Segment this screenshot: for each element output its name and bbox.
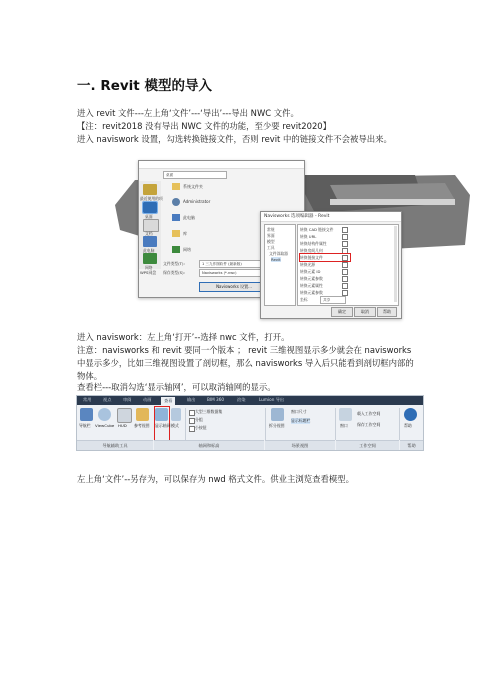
show-grid-label: 显示轴网 [155,423,171,428]
entry-administrator[interactable]: Administrator [183,199,211,204]
options-scrollbar[interactable] [394,226,397,302]
ribbon-separator-3 [335,408,336,440]
tab-lumion[interactable]: Lumion 导出 [259,397,285,402]
navigation-bar-label: 导航栏 [79,423,91,428]
tab-animation[interactable]: 动画 [143,397,152,402]
places-sidebar [139,181,161,269]
split-view-icon[interactable] [271,408,284,421]
windows-icon[interactable] [339,408,352,421]
computer-icon[interactable] [143,236,157,247]
option-check-8[interactable] [342,283,348,289]
panel-help: 帮助 [400,440,423,450]
tab-view[interactable]: 查看 [161,397,175,405]
tree-tools[interactable]: 工具 [267,245,275,250]
viewcube-icon[interactable] [98,408,111,421]
export-screenshot [115,160,470,320]
hud-label: HUD [118,423,127,428]
tab-home[interactable]: 常用 [83,397,92,402]
entry-library[interactable]: 库 [183,231,187,236]
tab-output[interactable]: 输出 [187,397,196,402]
options-panel [297,224,399,306]
tree-interface[interactable]: 界面 [267,233,275,238]
paragraph-open: 进入 naviswork：左上角‘打开’--选择 nwc 文件，打开。 [77,332,290,342]
options-ok-button[interactable]: 确定 [331,307,353,317]
section-title: 一. Revit 模型的导入 [77,78,212,94]
sidebar-network-label: 网络 [145,265,153,270]
option-row-8: 转换元素属性 [300,283,323,288]
paragraph-save-as: 左上角‘文件’--另存为，可以保存为 nwd 格式文件。供业主浏览查看模型。 [77,474,355,484]
paragraph-note: 【注：revit2018 没有导出 NWC 文件的功能，至少要 revit2020】 [77,121,332,131]
windows-label: 窗口 [340,423,348,428]
small-buttons-label: 小按钮 [195,425,207,430]
help-icon[interactable] [404,408,417,421]
location-field[interactable]: 桌面 [163,171,227,179]
options-tree [264,224,296,306]
option-row-coordinates: 坐标 [300,297,308,302]
folder-icon [172,183,180,190]
option-check-5[interactable] [342,262,348,268]
option-check-convert-linked[interactable] [342,255,348,261]
sidebar-recent-label: 最近使用的项 [140,196,163,201]
reference-views-label: 参考视图 [134,423,150,428]
ribbon-separator-2 [265,408,266,440]
option-row-5: 转换光源 [300,262,316,267]
load-workspace-button[interactable]: 载入工作空间 [357,411,381,416]
paragraph-export: 进入 revit 文件---左上角‘文件’---‘导出’---导出 NWC 文件。 [77,108,299,118]
tree-file-readers[interactable]: 文件读取器 [269,251,288,256]
group-label: 分组 [195,417,203,422]
option-row-6: 转换元素 ID [300,269,321,274]
option-check-6[interactable] [342,269,348,275]
mode-label: 模式 [171,423,179,428]
option-check-7[interactable] [342,276,348,282]
entry-network[interactable]: 网络 [183,247,191,252]
option-check-0[interactable] [342,227,348,233]
user-icon [172,198,180,206]
option-row-9: 转换元素参数 [300,290,323,295]
mode-icon[interactable] [171,408,181,421]
panel-navigation-aids: 导航辅助工具 [77,440,153,450]
tab-render[interactable]: 渲染 [237,397,246,402]
navisworks-ribbon [76,395,424,451]
filetype-label: 文件类型(T): [163,261,185,266]
paragraph-version-note: 注意：navisworks 和 revit 要同一个版本 ； revit 三维视图显示多少就会在 navisworks 中显示多少，比如三维视图设置了剖切框，那么 navisworks 导入后只能看到剖切框内部的物体。 [77,345,414,381]
window-size-button[interactable]: 窗口尺寸 [291,409,307,414]
tree-general[interactable]: 常规 [267,227,275,232]
savetype-field[interactable]: Navisworks (*.nwc) [199,269,283,277]
option-row-0: 转换 CAD 链接文件 [300,227,334,232]
network-icon[interactable] [143,253,157,264]
tab-review[interactable]: 审阅 [123,397,132,402]
pc-icon [172,214,180,221]
navisworks-options-dialog [260,211,402,319]
entry-this-pc[interactable]: 此电脑 [183,215,195,220]
net-icon [172,246,180,253]
large-dataset-label: 大型三维数据集 [195,409,223,414]
options-dialog-title: Navisworks 选项编辑器 - Revit [261,212,401,222]
ribbon-tabs [77,396,423,405]
panel-workspace: 工作空间 [336,440,399,450]
save-workspace-button[interactable]: 保存工作空间 [357,422,381,427]
help-label: 帮助 [404,423,412,428]
ribbon-separator-4 [399,408,400,440]
split-view-label: 拆分视图 [269,423,285,428]
options-cancel-button[interactable]: 取消 [354,307,376,317]
navigation-bar-icon[interactable] [80,408,93,421]
option-row-7: 转换元素参数 [300,276,323,281]
library-icon [172,230,180,237]
option-row-convert-linked: 转换链接文件 [300,255,323,260]
ribbon-separator-1 [185,408,186,440]
options-help-button[interactable]: 帮助 [377,307,397,317]
option-check-2[interactable] [342,241,348,247]
option-row-3: 转换房间几何 [300,248,323,253]
sidebar-desktop-label: 桌面 [145,214,153,219]
sidebar-computer-label: 此电脑 [143,248,155,253]
sidebar-wps-label: WPS网盘 [140,270,157,275]
filetype-field[interactable]: 1 三九作图软件 (最新版) [199,260,283,268]
paragraph-grid: 查看栏---取消勾选‘显示轴网’，可以取消轴网的显示。 [77,382,276,392]
reference-views-icon[interactable] [136,408,149,421]
sidebar-documents-label: 文档 [145,231,153,236]
entry-system-folder[interactable]: 系统文件夹 [183,184,203,189]
viewcube-label: ViewCube [95,423,115,428]
tab-viewpoint[interactable]: 视点 [103,397,112,402]
savetype-label: 保存类型(S): [163,270,185,275]
paragraph-settings: 进入 naviswork 设置，勾选转换链接文件，否则 revit 中的链接文件不会被导出来。 [77,134,392,144]
desktop-icon[interactable] [143,202,157,213]
tree-revit[interactable]: Revit [271,257,281,262]
navisworks-settings-button[interactable]: Navisworks 设置... [199,282,269,292]
option-row-2: 转换结构件属性 [300,241,327,246]
option-check-1[interactable] [342,234,348,240]
show-title-bar-button[interactable]: 显示标题栏 [291,418,311,423]
option-row-1: 转换 URL [300,234,317,239]
coordinates-select[interactable]: 共享 [320,296,346,304]
recent-icon[interactable] [143,184,157,195]
tree-model[interactable]: 模型 [267,239,275,244]
tab-bim360[interactable]: BIM 360 [207,397,225,402]
show-grid-icon[interactable] [155,408,168,421]
panel-scene-view: 场景视图 [265,440,335,450]
hud-icon[interactable] [117,408,132,423]
panel-grids-levels: 轴网和标高 [154,440,264,450]
